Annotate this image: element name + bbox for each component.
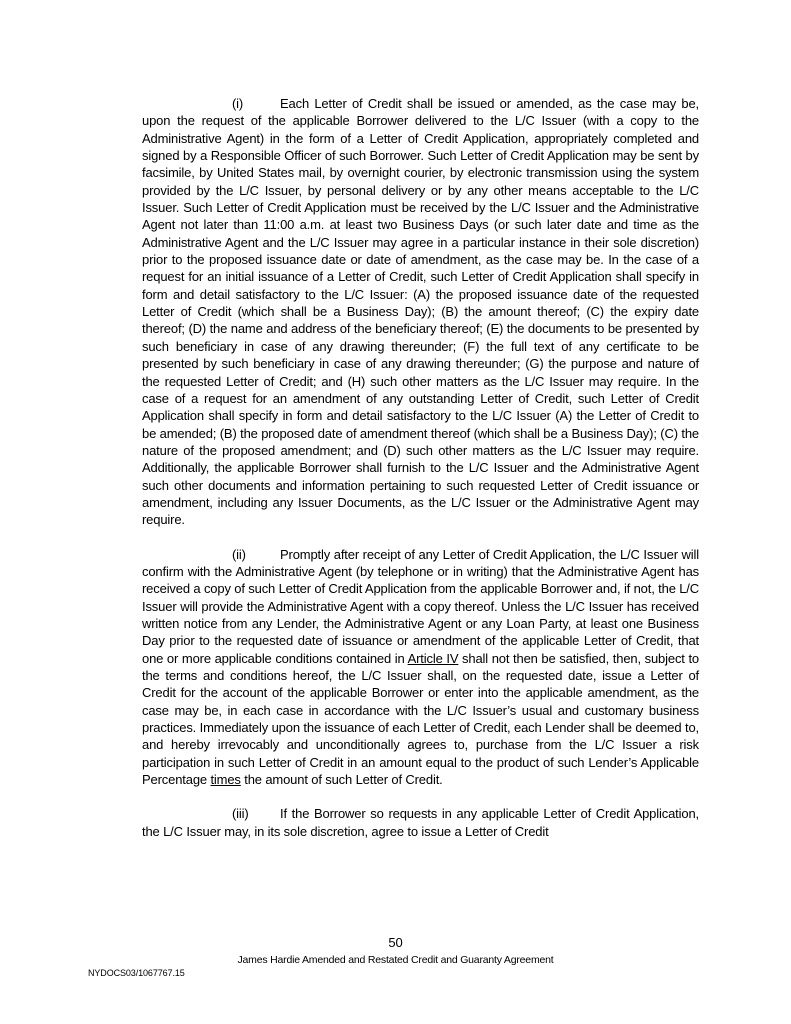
- paragraph-number: (i): [232, 96, 244, 111]
- paragraph-number: (ii): [232, 546, 246, 562]
- paragraph-text: Each Letter of Credit shall be issued or amended, as the case may be, upon the request of the applicable Borrower delivered to the L/C Issuer (with a copy to the Administrative Agent) in the form of a Letter of Credit Application, appropriately completed and signed by a Responsible Officer of such Borrower. Such Letter of Credit Application may be sent by facsimile, by United States mail, by overnight courier, by electronic transmission using the system provided by the L/C Issuer, by personal delivery or by any other means acceptable to the L/C Issuer. Such Letter of Credit Application must be received by the L/C Issuer and the Administrative Agent not later than 11:00 a.m. at least two Business Days (or such later date and time as the Administrative Agent and the L/C Issuer may agree in a particular instance in their sole discretion) prior to the proposed issuance date or date of amendment, as the case may be. In the case of a request for an initial issuance of a Letter of Credit, such Letter of Credit Application shall specify in form and detail satisfactory to the L/C Issuer: (A) the proposed issuance date of the requested Letter of Credit (which shall be a Business Day); (B) the amount thereof; (C) the expiry date thereof; (D) the name and address of the beneficiary thereof; (E) the documents to be presented by such beneficiary in case of any drawing thereunder; (F) the full text of any certificate to be presented by such beneficiary in case of any drawing thereunder; (G) the purpose and nature of the requested Letter of Credit; and (H) such other matters as the L/C Issuer may require. In the case of a request for an amendment of any outstanding Letter of Credit, such Letter of Credit Application shall specify in form and detail satisfactory to the L/C Issuer (A) the Letter of Credit to be amended; (B) the proposed date of amendment thereof (which shall be a Business Day); (C) the nature of the proposed amendment; and (D) such other matters as the L/C Issuer may require. Additionally, the applicable Borrower shall furnish to the L/C Issuer and the Administrative Agent such other documents and information pertaining to such requested Letter of Credit issuance or amendment, including any Issuer Documents, as the L/C Issuer or the Administrative Agent may require.: [142, 96, 699, 528]
- footer-title: James Hardie Amended and Restated Credit and Guaranty Agreement: [237, 954, 554, 966]
- paragraph-text: If the Borrower so requests in any applicable Letter of Credit Application, the L/C Issuer may, in its sole discretion, agree to issue a Letter of Credit: [142, 806, 699, 839]
- paragraph-text: the amount of such Letter of Credit.: [240, 772, 443, 788]
- paragraph-number: (iii): [232, 806, 249, 822]
- page-number: 50: [388, 935, 403, 950]
- document-body: [142, 95, 699, 840]
- paragraph-text: shall not then be satisfied, then, subject to the terms and conditions hereof, the L/C Issuer shall, on the requested date, issue a Letter of Credit for the account of the applicable Borrower or enter into the applicable amendment, as the case may be, in each case in accordance with the L/C Issuer’s usual and customary business practices. Immediately upon the issuance of each Letter of Credit, each Lender shall be deemed to, and hereby irrevocably and unconditionally agrees to, purchase from the L/C Issuer a risk participation in such Letter of Credit in an amount equal to the product of such Lender’s Applicable Percentage: [142, 650, 700, 788]
- times-emphasis: times: [210, 772, 241, 788]
- paragraph-i: [142, 95, 699, 529]
- paragraph-ii: [142, 546, 699, 789]
- article-iv-reference: Article IV: [407, 650, 459, 666]
- paragraph-iii: [142, 805, 699, 840]
- document-id: NYDOCS03/1067767.15: [88, 968, 185, 978]
- paragraph-text: Promptly after receipt of any Letter of Credit Application, the L/C Issuer will confirm with the Administrative Agent (by telephone or in writing) that the Administrative Agent has received a copy of such Letter of Credit Application from the applicable Borrower and, if not, the L/C Issuer will provide the Administrative Agent with a copy thereof. Unless the L/C Issuer has received written notice from any Lender, the Administrative Agent or any Loan Party, at least one Business Day prior to the requested date of issuance or amendment of the applicable Letter of Credit, that one or more applicable conditions contained in: [142, 546, 700, 666]
